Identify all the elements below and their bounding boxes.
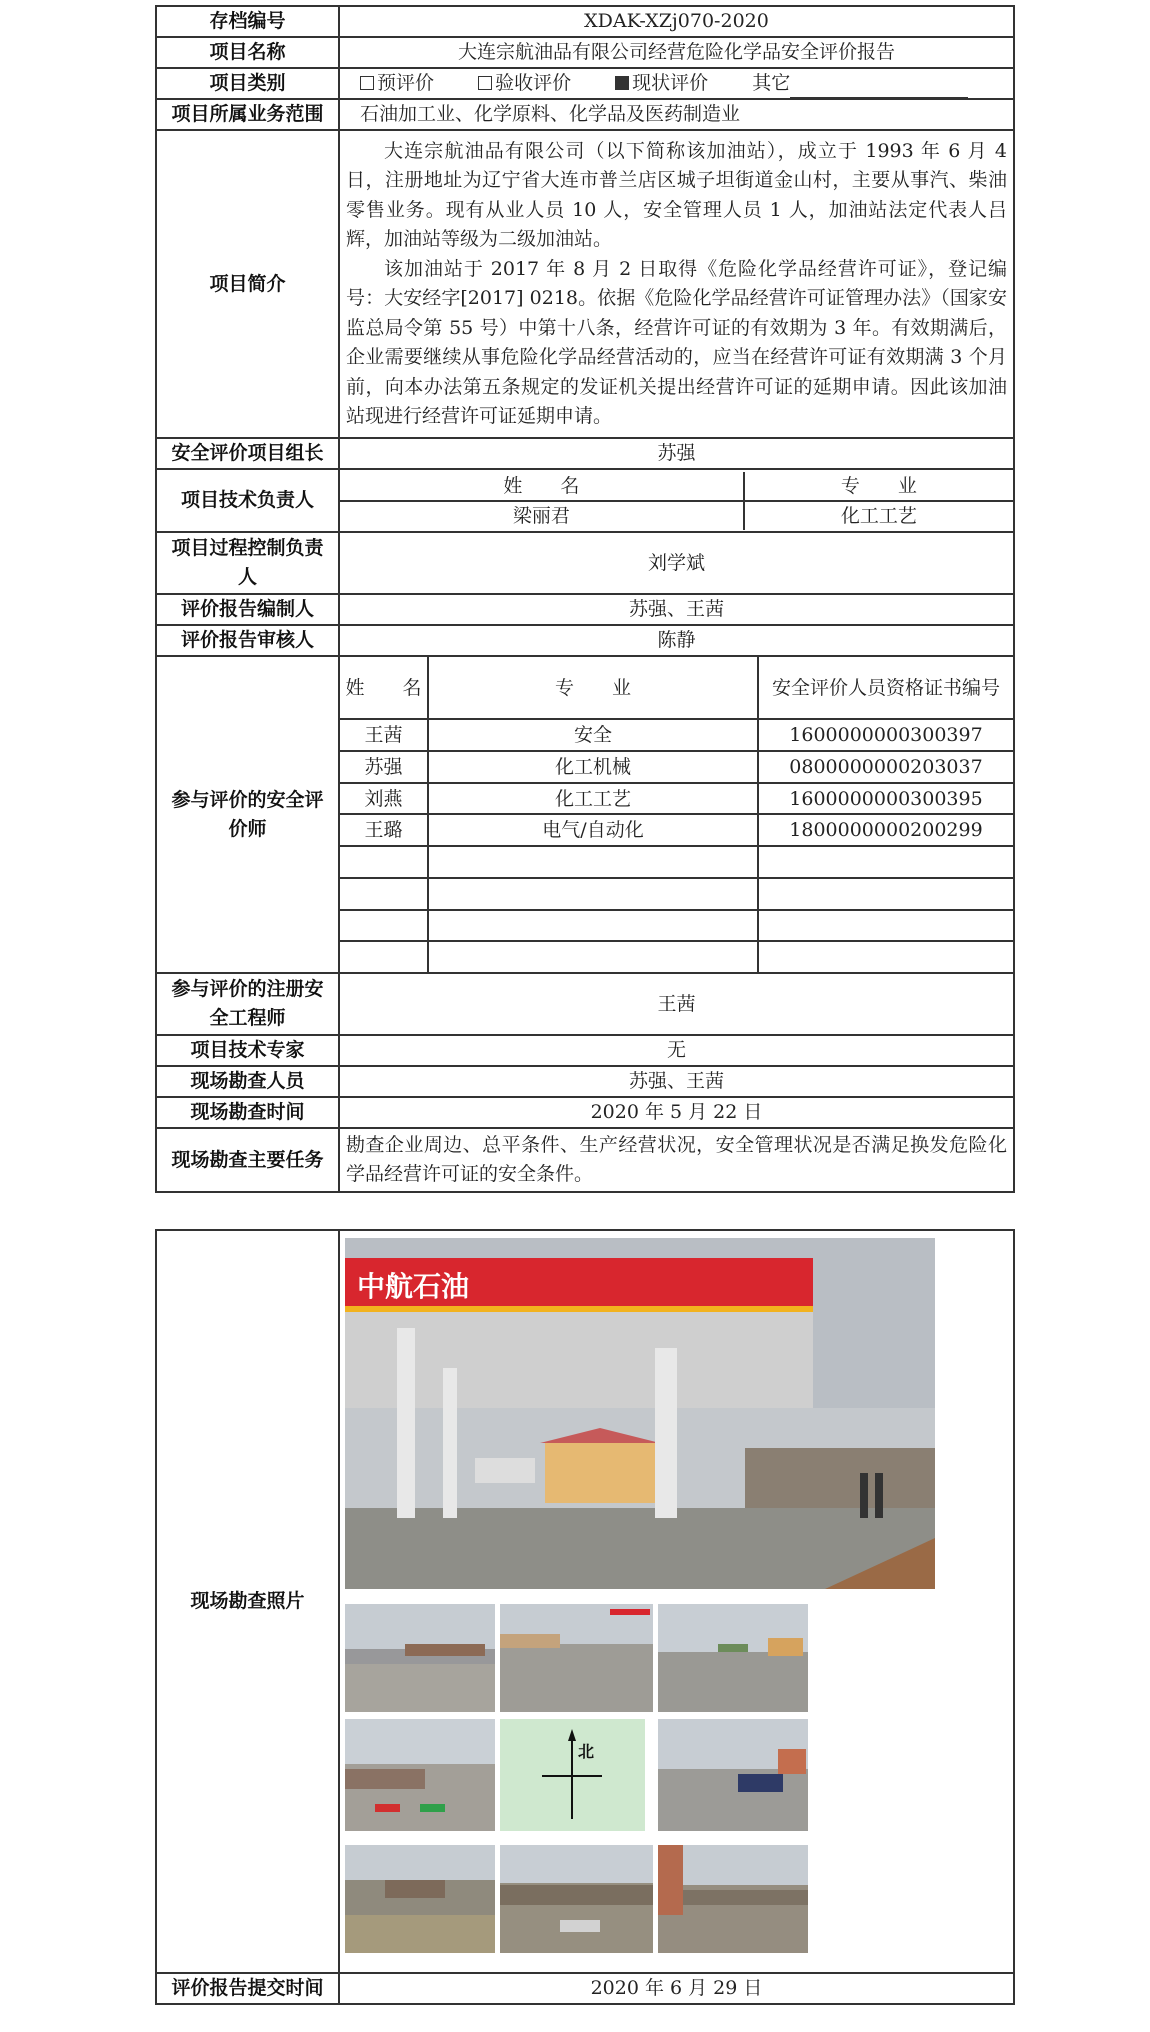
evaluator-name: 王茜 <box>340 719 428 751</box>
table-row <box>340 719 1013 751</box>
editor-label: 评价报告编制人 <box>156 594 339 625</box>
survey-task-value: 勘查企业周边、总平条件、生产经营状况，安全管理状况是否满足换发危险化学品经营许可证的安全条件。 <box>339 1128 1014 1192</box>
photo-thumbnail <box>500 1845 653 1953</box>
tech-lead-major: 化工工艺 <box>744 501 1013 530</box>
survey-time-label: 现场勘查时间 <box>156 1097 339 1128</box>
site-photo-7 <box>500 1845 653 1953</box>
empty-row <box>340 910 1013 942</box>
table-row <box>340 783 1013 815</box>
evaluator-major: 电气/自动化 <box>428 814 758 846</box>
category-label: 项目类别 <box>156 68 339 99</box>
archive-value: XDAK-XZj070-2020 <box>339 6 1014 37</box>
reg-engineer-label: 参与评价的注册安全工程师 <box>156 973 339 1035</box>
site-photo-2 <box>500 1604 653 1712</box>
submit-label: 评价报告提交时间 <box>156 1973 339 2004</box>
process-label: 项目过程控制负责人 <box>156 532 339 594</box>
scope-value: 石油加工业、化学原料、化学品及医药制造业 <box>339 99 1014 130</box>
survey-people-value: 苏强、王茜 <box>339 1066 1014 1097</box>
survey-task-label: 现场勘查主要任务 <box>156 1128 339 1192</box>
checkbox-empty-icon <box>478 76 492 90</box>
photo-thumbnail <box>345 1604 495 1712</box>
photo-thumbnail <box>345 1845 495 1953</box>
empty-row <box>340 941 1013 972</box>
empty-row <box>340 878 1013 910</box>
evaluators-major-header: 专 业 <box>428 657 758 719</box>
survey-time-value: 2020 年 5 月 22 日 <box>339 1097 1014 1128</box>
expert-label: 项目技术专家 <box>156 1035 339 1066</box>
evaluators-table <box>340 657 1013 972</box>
intro-paragraph-1: 大连宗航油品有限公司（以下简称该加油站），成立于 1993 年 6 月 4 日，注册地址为辽宁省大连市普兰店区城子坦街道金山村，主要从事汽、柴油零售业务。现有从业人员 10 人，安全管理人员 1 人，加油站法定代表人吕辉，加油站等级为二级加油站。 <box>346 139 1007 250</box>
photo-thumbnail <box>345 1719 495 1831</box>
scope-label: 项目所属业务范围 <box>156 99 339 130</box>
intro-label: 项目简介 <box>156 130 339 438</box>
tech-lead-cell <box>339 469 1014 532</box>
evaluators-name-header: 姓 名 <box>340 657 428 719</box>
site-photo-1 <box>345 1604 495 1712</box>
editor-value: 苏强、王茜 <box>339 594 1014 625</box>
option-current: 现状评价 <box>615 72 708 94</box>
intro-paragraph-2: 该加油站于 2017 年 8 月 2 日取得《危险化学品经营许可证》，登记编号：大安经字[2017] 0218。依据《危险化学品经营许可证管理办法》（国家安监总局令第 55 号）中第十八条，经营许可证的有效期为 3 年。有效期满后，企业需要继续从事危险化学品经营活动的，应当在经营许可证有效期满 3 个月前，向本办法第五条规定的发证机关提出经营许可证的延期申请。因此该加油站现进行经营许可证延期申请。 <box>346 257 1007 427</box>
leader-label: 安全评价项目组长 <box>156 438 339 469</box>
site-photo-8 <box>658 1845 808 1953</box>
tech-lead-label: 项目技术负责人 <box>156 469 339 532</box>
tech-lead-name: 梁丽君 <box>340 501 744 530</box>
project-name-label: 项目名称 <box>156 37 339 68</box>
evaluator-cert: 1600000000300397 <box>758 719 1013 751</box>
option-other: 其它 <box>752 72 968 94</box>
north-arrow-icon <box>500 1719 645 1831</box>
photos-cell <box>339 1230 1014 1973</box>
survey-people-label: 现场勘查人员 <box>156 1066 339 1097</box>
evaluators-label: 参与评价的安全评价师 <box>156 656 339 973</box>
evaluator-name: 刘燕 <box>340 783 428 815</box>
evaluator-cert: 1600000000300395 <box>758 783 1013 815</box>
project-info-table <box>155 5 1015 1193</box>
site-photos-table <box>155 1229 1015 2005</box>
tech-lead-major-header: 专 业 <box>744 472 1013 501</box>
category-options <box>339 68 1014 99</box>
expert-value: 无 <box>339 1035 1014 1066</box>
checkbox-filled-icon <box>615 76 629 90</box>
evaluator-name: 苏强 <box>340 751 428 783</box>
intro-text <box>339 130 1014 438</box>
photo-thumbnail <box>658 1604 808 1712</box>
station-sign: 中航石油 <box>357 1270 470 1303</box>
photo-thumbnail <box>500 1604 653 1712</box>
option-pre: 预评价 <box>360 72 434 94</box>
reg-engineer-value: 王茜 <box>339 973 1014 1035</box>
north-label: 北 <box>578 1742 595 1761</box>
compass-panel <box>500 1719 645 1831</box>
site-photo-3 <box>658 1604 808 1712</box>
tech-lead-name-header: 姓 名 <box>340 472 744 501</box>
main-photo <box>345 1238 935 1589</box>
gas-station-photo <box>345 1238 935 1589</box>
photos-label: 现场勘查照片 <box>156 1230 339 1973</box>
evaluator-name: 王璐 <box>340 814 428 846</box>
tech-lead-table <box>340 472 1013 530</box>
submit-value: 2020 年 6 月 29 日 <box>339 1973 1014 2004</box>
site-photo-6 <box>345 1845 495 1953</box>
project-name-value: 大连宗航油品有限公司经营危险化学品安全评价报告 <box>339 37 1014 68</box>
reviewer-value: 陈静 <box>339 625 1014 656</box>
empty-row <box>340 846 1013 878</box>
evaluator-major: 化工机械 <box>428 751 758 783</box>
archive-label: 存档编号 <box>156 6 339 37</box>
evaluators-cert-header: 安全评价人员资格证书编号 <box>758 657 1013 719</box>
process-value: 刘学斌 <box>339 532 1014 594</box>
evaluator-cert: 0800000000203037 <box>758 751 1013 783</box>
evaluator-major: 化工工艺 <box>428 783 758 815</box>
leader-value: 苏强 <box>339 438 1014 469</box>
site-photo-4 <box>345 1719 495 1831</box>
table-row <box>340 751 1013 783</box>
site-photo-5 <box>658 1719 808 1831</box>
photo-thumbnail <box>658 1845 808 1953</box>
evaluator-cert: 1800000000200299 <box>758 814 1013 846</box>
evaluator-major: 安全 <box>428 719 758 751</box>
blank-line <box>790 77 968 98</box>
photo-thumbnail <box>658 1719 808 1831</box>
reviewer-label: 评价报告审核人 <box>156 625 339 656</box>
evaluators-cell <box>339 656 1014 973</box>
table-row <box>340 814 1013 846</box>
option-accept: 验收评价 <box>478 72 571 94</box>
checkbox-empty-icon <box>360 76 374 90</box>
